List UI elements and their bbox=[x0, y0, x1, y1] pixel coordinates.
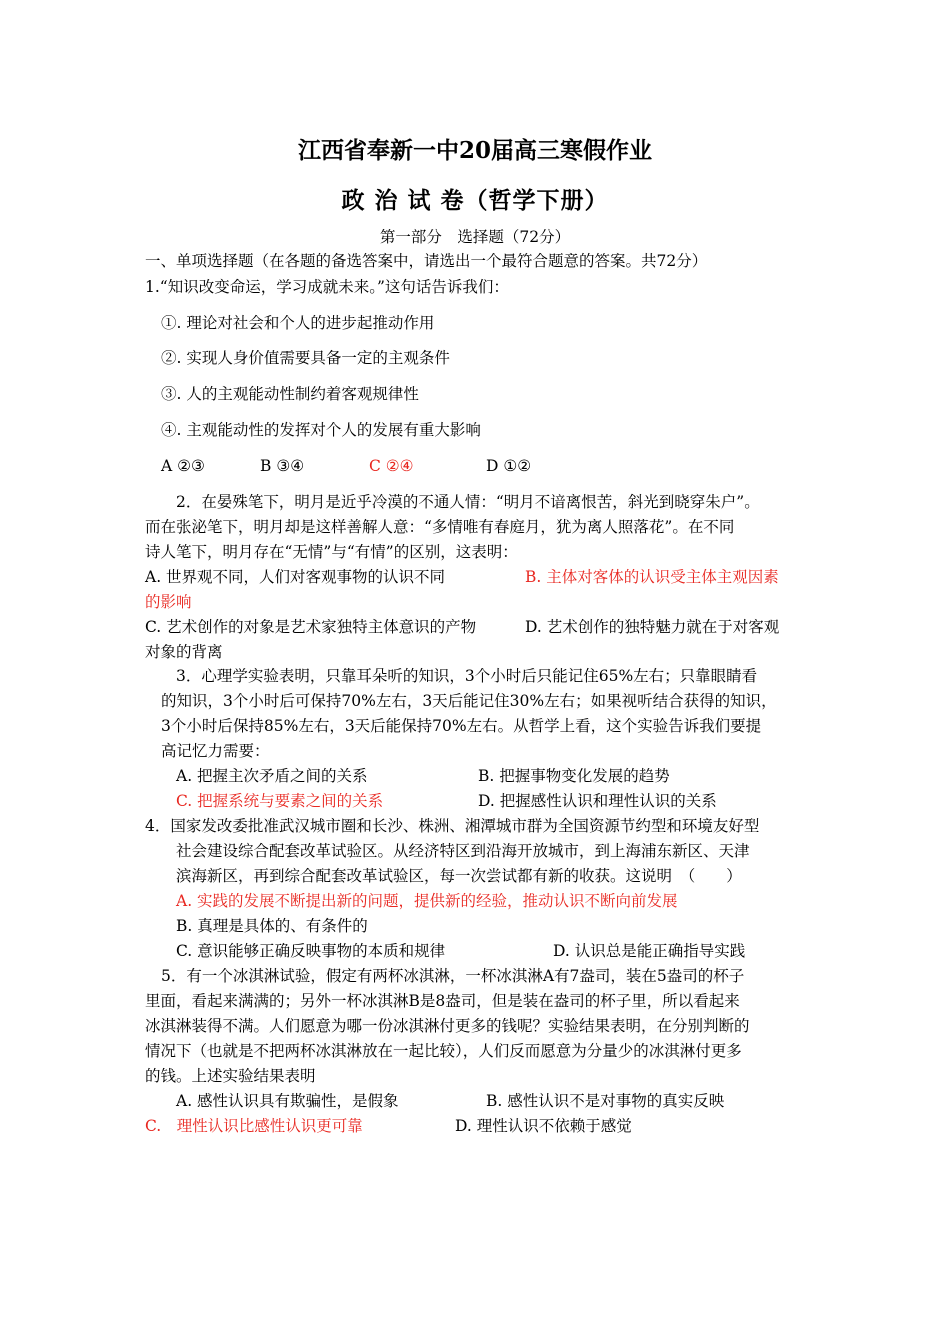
q2-stem-line-1: 2．在晏殊笔下，明月是近乎冷漠的不通人情：“明月不谙离恨苦，斜光到晓穿朱户”。 bbox=[176, 493, 760, 511]
q3-stem-line-3: 3个小时后保持85%左右，3天后能保持70%左右。从哲学上看，这个实验告诉我们要提 bbox=[161, 717, 762, 735]
q1-item-2: ②. 实现人身价值需要具备一定的主观条件 bbox=[161, 349, 450, 367]
q5-option-a: A. 感性认识具有欺骗性，是假象 bbox=[176, 1092, 399, 1110]
q4-option-a-answer: A. 实践的发展不断提出新的问题，提供新的经验，推动认识不断向前发展 bbox=[176, 892, 678, 910]
q2-option-b-answer-cont: 的影响 bbox=[145, 593, 192, 611]
q4-option-d: D. 认识总是能正确指导实践 bbox=[553, 942, 746, 960]
instructions: 一、单项选择题（在各题的备选答案中，请选出一个最符合题意的答案。共72分） bbox=[145, 252, 708, 270]
q1-stem: 1.“知识改变命运，学习成就未来。”这句话告诉我们： bbox=[145, 278, 509, 296]
q5-stem-line-3: 冰淇淋装得不满。人们愿意为哪一份冰淇淋付更多的钱呢？实验结果表明，在分别判断的 bbox=[145, 1017, 750, 1035]
q5-option-b: B. 感性认识不是对事物的真实反映 bbox=[486, 1092, 725, 1110]
q3-option-b: B. 把握事物变化发展的趋势 bbox=[478, 767, 670, 785]
q1-item-1: ①. 理论对社会和个人的进步起推动作用 bbox=[161, 314, 435, 332]
q4-stem-line-2: 社会建设综合配套改革试验区。从经济特区到沿海开放城市，到上海浦东新区、天津 bbox=[176, 842, 750, 860]
document-title: 江西省奉新一中20届高三寒假作业 bbox=[297, 137, 652, 164]
q1-option-a: A ②③ bbox=[161, 457, 205, 475]
q5-stem-line-5: 的钱。上述实验结果表明 bbox=[145, 1067, 316, 1085]
q1-option-c-answer: C ②④ bbox=[369, 457, 414, 475]
q2-option-c: C. 艺术创作的对象是艺术家独特主体意识的产物 bbox=[145, 618, 477, 636]
q1-item-4: ④. 主观能动性的发挥对个人的发展有重大影响 bbox=[161, 421, 481, 439]
q5-stem-line-4: 情况下（也就是不把两杯冰淇淋放在一起比较），人们反而愿意为分量少的冰淇淋付更多 bbox=[145, 1042, 742, 1060]
q2-stem-line-3: 诗人笔下，明月存在“无情”与“有情”的区别，这表明： bbox=[145, 543, 518, 561]
q3-option-a: A. 把握主次矛盾之间的关系 bbox=[176, 767, 368, 785]
q3-stem-line-2: 的知识，3个小时后可保持70%左右，3天后能记住30%左右；如果视听结合获得的知识， bbox=[161, 692, 777, 710]
q5-option-c-answer: C. 理性认识比感性认识更可靠 bbox=[145, 1117, 363, 1135]
q1-item-3: ③. 人的主观能动性制约着客观规律性 bbox=[161, 385, 419, 403]
exam-subtitle: 政 治 试 卷（哲学下册） bbox=[341, 187, 609, 214]
q1-option-d: D ①② bbox=[486, 457, 532, 475]
q4-stem-line-1: 4．国家发改委批准武汉城市圈和长沙、株洲、湘潭城市群为全国资源节约型和环境友好型 bbox=[145, 817, 760, 835]
q3-option-c-answer: C. 把握系统与要素之间的关系 bbox=[176, 792, 384, 810]
q5-stem-line-1: 5．有一个冰淇淋试验，假定有两杯冰淇淋，一杯冰淇淋A有7盎司，装在5盎司的杯子 bbox=[161, 967, 745, 985]
q2-option-d: D. 艺术创作的独特魅力就在于对客观 bbox=[525, 618, 780, 636]
q5-option-d: D. 理性认识不依赖于感觉 bbox=[455, 1117, 632, 1135]
q2-option-d-cont: 对象的背离 bbox=[145, 643, 223, 661]
q3-option-d: D. 把握感性认识和理性认识的关系 bbox=[478, 792, 717, 810]
section-heading: 第一部分 选择题（72分） bbox=[379, 228, 571, 246]
q5-stem-line-2: 里面，看起来满满的；另外一杯冰淇淋B是8盎司，但是装在盎司的杯子里，所以看起来 bbox=[145, 992, 740, 1010]
q2-stem-line-2: 而在张泌笔下，明月却是这样善解人意：“多情唯有春庭月，犹为离人照落花”。在不同 bbox=[145, 518, 735, 536]
q4-stem-line-3: 滨海新区，再到综合配套改革试验区，每一次尝试都有新的收获。这说明 （ ） bbox=[176, 867, 742, 885]
q2-option-b-answer: B. 主体对客体的认识受主体主观因素 bbox=[525, 568, 779, 586]
q2-option-a: A. 世界观不同，人们对客观事物的认识不同 bbox=[145, 568, 446, 586]
q4-option-b: B. 真理是具体的、有条件的 bbox=[176, 917, 368, 935]
q3-stem-line-1: 3．心理学实验表明，只靠耳朵听的知识，3个小时后只能记住65%左右；只靠眼睛看 bbox=[176, 667, 758, 685]
q3-stem-line-4: 高记忆力需要： bbox=[161, 742, 270, 760]
q1-option-b: B ③④ bbox=[260, 457, 305, 475]
q4-option-c: C. 意识能够正确反映事物的本质和规律 bbox=[176, 942, 446, 960]
